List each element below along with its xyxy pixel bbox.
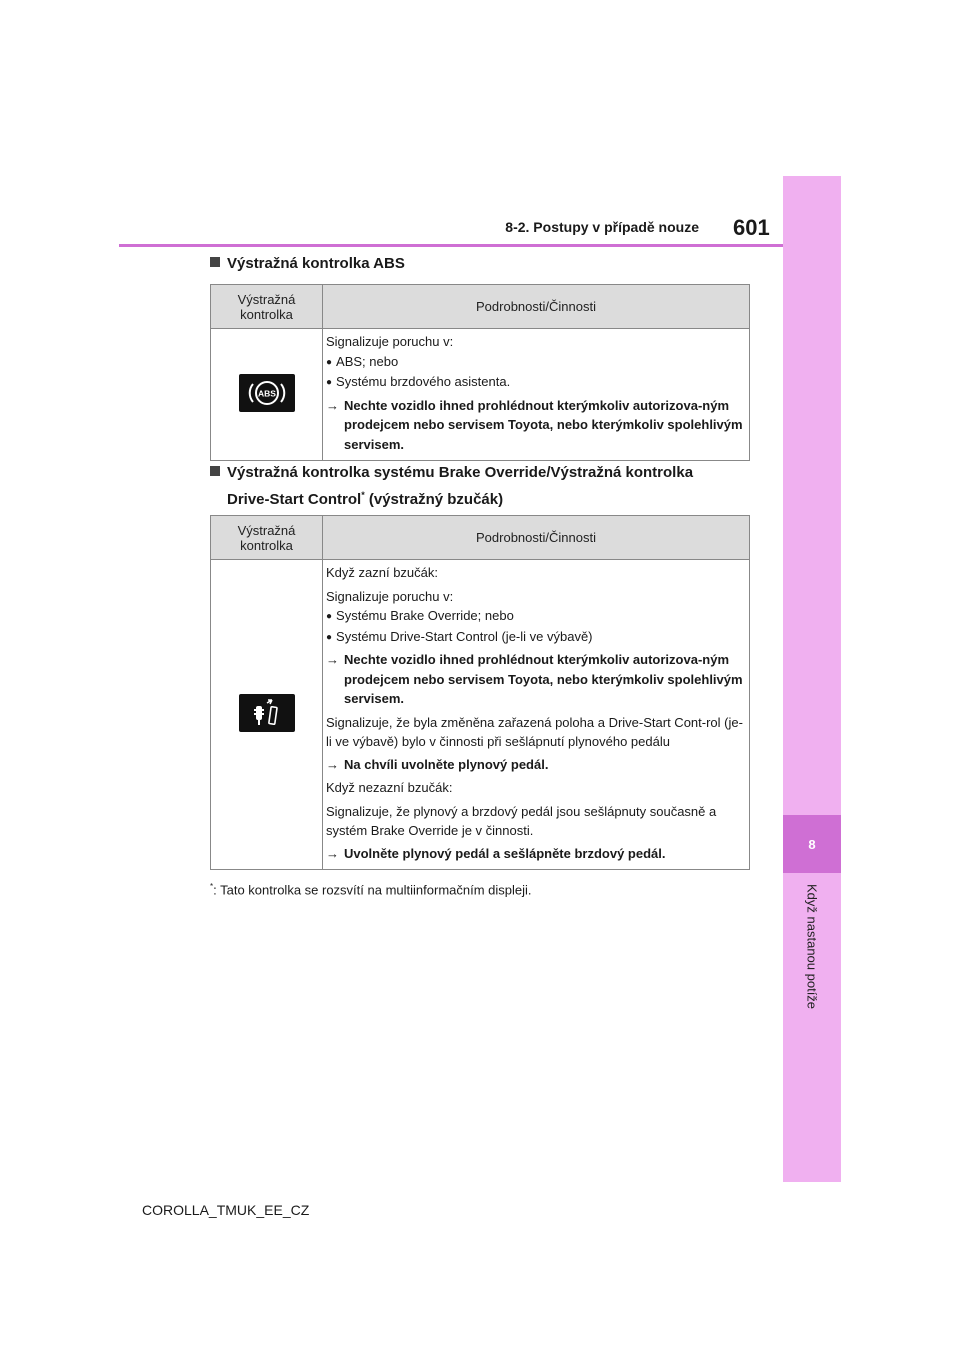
arrow-right-icon: → <box>326 397 339 413</box>
buzzer-off-label: Když nezazní bzučák: <box>326 780 453 795</box>
list-item: ● Systému brzdového asistenta. <box>326 372 746 393</box>
table-header-row <box>211 516 750 560</box>
action-text: → Uvolněte plynový pedál a sešlápněte brzdový pedál. <box>326 844 746 864</box>
abs-table <box>210 284 750 461</box>
column-header-details: Podrobnosti/Činnosti <box>323 285 750 329</box>
footnote: *: Tato kontrolka se rozsvítí na multiinformačním displeji. <box>210 882 532 898</box>
chapter-title: Když nastanou potíže <box>804 884 820 1010</box>
list-item: ● Systému Brake Override; nebo <box>326 606 746 627</box>
buzzer-on-label: Když zazní bzučák: <box>326 565 438 580</box>
arrow-right-icon: → <box>326 756 339 772</box>
header-rule <box>119 244 783 247</box>
arrow-right-icon: → <box>326 652 339 667</box>
section-title: 8-2. Postupy v případě nouze <box>505 219 699 235</box>
lamp-cell <box>211 560 323 870</box>
action-text: → Na chvíli uvolněte plynový pedál. <box>326 755 746 775</box>
table-row <box>211 329 750 461</box>
arrow-right-icon: → <box>326 845 339 861</box>
signal-intro: Signalizuje poruchu v: <box>326 588 454 604</box>
table-header-row <box>211 285 750 329</box>
abs-warning-icon <box>239 374 295 412</box>
brake-override-warning-icon <box>239 694 295 732</box>
footer-code: COROLLA_TMUK_EE_CZ <box>142 1202 310 1218</box>
column-header-lamp: Výstražná kontrolka <box>211 516 323 560</box>
list-item: ● ABS; nebo <box>326 352 746 373</box>
svg-text:ABS: ABS <box>257 388 276 399</box>
page-number: 601 <box>733 215 770 240</box>
details-cell <box>323 560 750 870</box>
square-bullet-icon <box>210 466 220 476</box>
brake-override-table <box>210 515 750 870</box>
signal-text: Signalizuje, že byla změněna zařazená poloha a Drive-Start Cont-rol (je-li ve výbavě) bylo v činnosti při sešlápnutí plynového pedálu <box>326 714 743 749</box>
column-header-details: Podrobnosti/Činnosti <box>323 516 750 560</box>
signal-text: Signalizuje, že plynový a brzdový pedál jsou sešlápnuty současně a systém Brake Override je v činnosti. <box>326 803 717 838</box>
action-text: → Nechte vozidlo ihned prohlédnout kterýmkoliv autorizova-ným prodejcem nebo servisem Toyota, nebo kterýmkoliv spolehlivým servisem. <box>326 396 746 455</box>
square-bullet-icon <box>210 257 220 267</box>
chapter-number: 8 <box>783 815 841 873</box>
signal-intro: Signalizuje poruchu v: <box>326 334 454 349</box>
abs-heading: Výstražná kontrolka ABS <box>210 253 405 275</box>
list-item: ● Systému Drive-Start Control (je-li ve výbavě) <box>326 627 746 648</box>
action-text: → Nechte vozidlo ihned prohlédnout kterýmkoliv autorizova-ným prodejcem nebo servisem Toyota, nebo kterýmkoliv spolehlivým servisem. <box>326 650 746 709</box>
lamp-cell <box>211 329 323 461</box>
column-header-lamp: Výstražná kontrolka <box>211 285 323 329</box>
table-row <box>211 560 750 870</box>
chapter-side-tab <box>783 176 841 1182</box>
brake-override-heading: Výstražná kontrolka systému Brake Override/Výstražná kontrolka Drive-Start Control* (výstražný bzučák) <box>210 462 693 511</box>
details-cell <box>323 329 750 461</box>
